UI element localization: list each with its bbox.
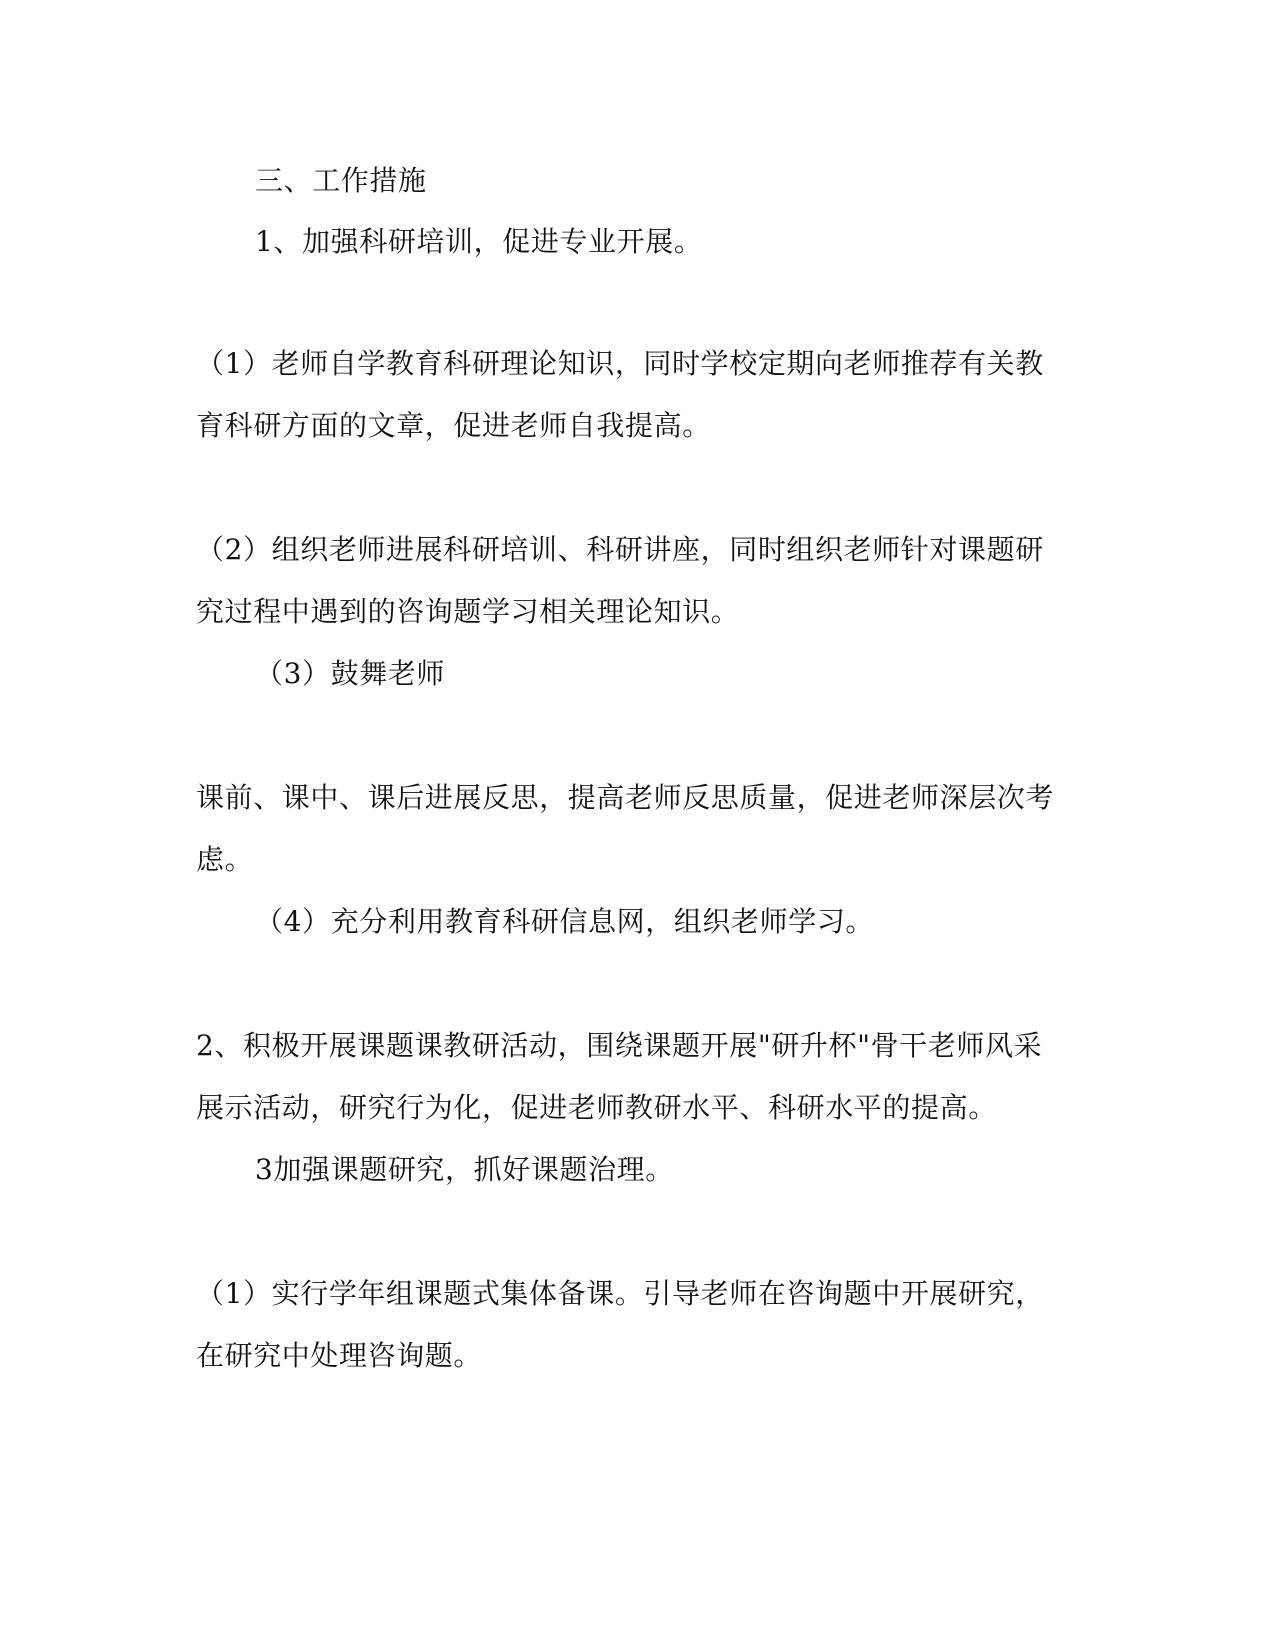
item-2-line-1: 2、积极开展课题课教研活动，围绕课题开展"研升杯"骨干老师风采 xyxy=(196,1029,1043,1062)
item-2-line-2: 展示活动，研究行为化，促进老师教研水平、科研水平的提高。 xyxy=(196,1091,997,1124)
item-1-sub-3-line-2: 课前、课中、课后进展反思，提高老师反思质量，促进老师深层次考 xyxy=(196,781,1055,814)
section-heading: 三、工作措施 xyxy=(255,164,427,197)
item-3-sub-1-line-1: （1）实行学年组课题式集体备课。引导老师在咨询题中开展研究， xyxy=(196,1277,1044,1310)
item-1-sub-4: （4）充分利用教育科研信息网，组织老师学习。 xyxy=(255,905,875,938)
item-1-sub-2-line-2: 究过程中遇到的咨询题学习相关理论知识。 xyxy=(196,595,740,628)
item-1-title: 1、加强科研培训，促进专业开展。 xyxy=(255,225,703,258)
item-1-sub-3-line-3: 虑。 xyxy=(196,843,254,876)
item-1-sub-2-line-1: （2）组织老师进展科研培训、科研讲座，同时组织老师针对课题研 xyxy=(196,533,1044,566)
item-3-title: 3加强课题研究，抓好课题治理。 xyxy=(255,1153,674,1186)
item-1-sub-3-line-1: （3）鼓舞老师 xyxy=(255,657,446,690)
item-1-sub-1-line-2: 育科研方面的文章，促进老师自我提高。 xyxy=(196,409,711,442)
item-3-sub-1-line-2: 在研究中处理咨询题。 xyxy=(196,1339,483,1372)
item-1-sub-1-line-1: （1）老师自学教育科研理论知识，同时学校定期向老师推荐有关教 xyxy=(196,347,1044,380)
